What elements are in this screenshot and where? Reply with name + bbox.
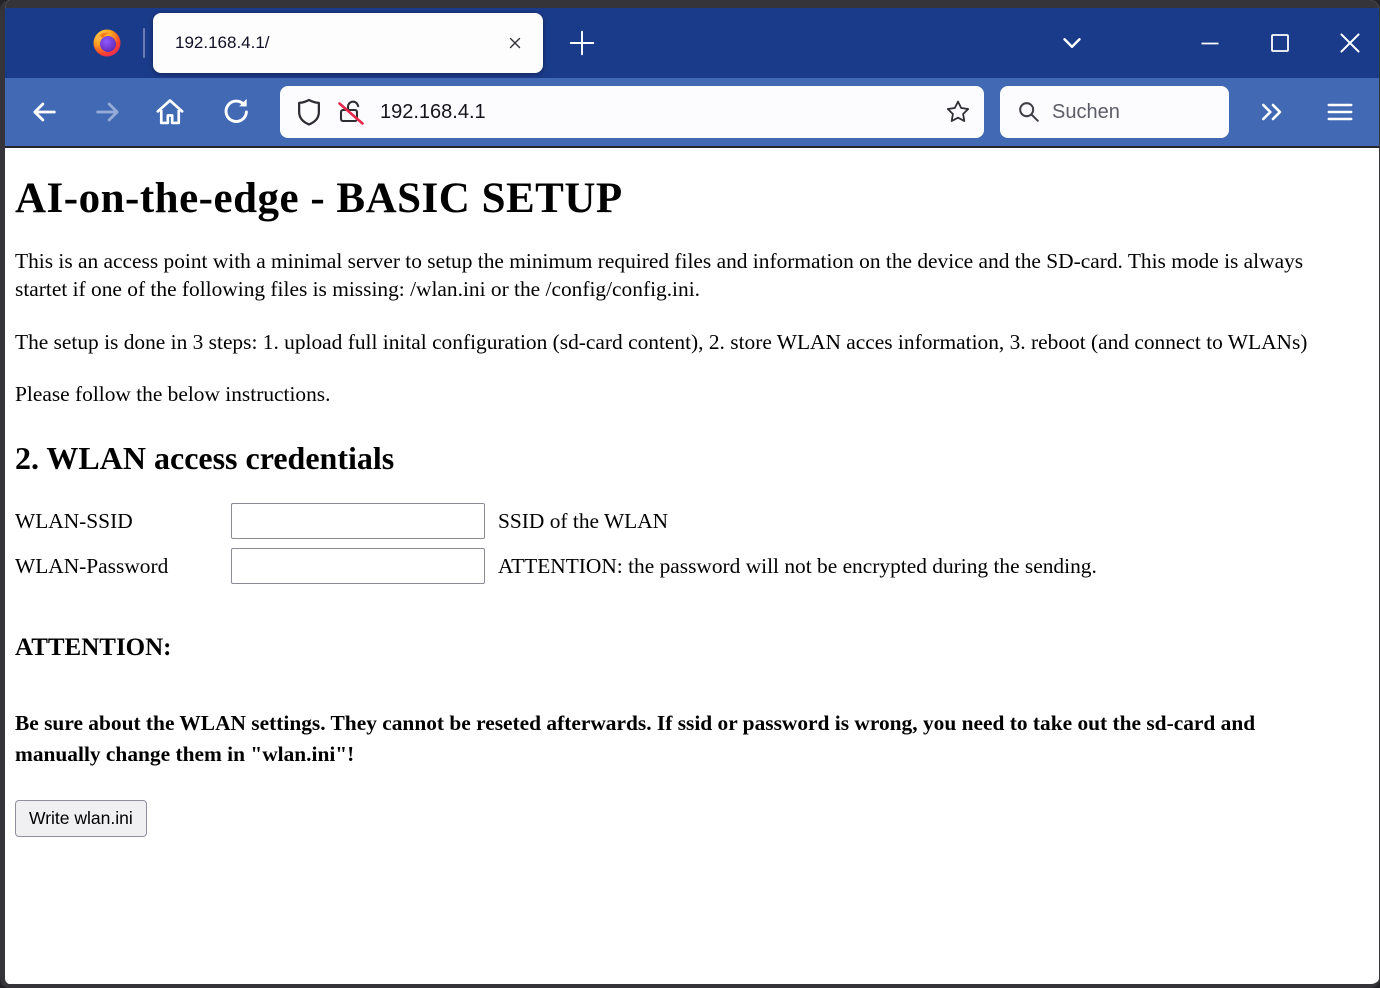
firefox-icon[interactable] — [90, 26, 124, 60]
attention-heading: ATTENTION: — [15, 634, 172, 661]
wlan-password-input[interactable] — [231, 548, 485, 584]
reload-button[interactable] — [217, 94, 253, 130]
tab-list-chevron-icon[interactable] — [1055, 26, 1089, 60]
navigation-toolbar — [5, 78, 1379, 148]
home-button[interactable] — [152, 94, 188, 130]
overflow-menu-icon[interactable] — [1255, 94, 1291, 130]
address-bar[interactable] — [280, 86, 984, 138]
minimize-button[interactable] — [1193, 26, 1227, 60]
warning-paragraph: Be sure about the WLAN settings. They cannot be reseted afterwards. If ssid or password is wrong, you need to take out the sd-card and manually change them in "wlan.ini"! — [15, 711, 1256, 767]
url-text[interactable]: 192.168.4.1 — [380, 100, 486, 123]
search-input[interactable] — [1000, 86, 1229, 138]
wlan-ssid-input[interactable] — [231, 503, 485, 539]
form-row-ssid — [15, 503, 1343, 539]
tab-separator — [143, 28, 145, 58]
wlan-ssid-description: SSID of the WLAN — [498, 508, 669, 533]
wlan-password-description: ATTENTION: the password will not be encrypted during the sending. — [498, 553, 1097, 578]
wlan-ssid-label: WLAN-SSID — [15, 508, 133, 533]
shield-icon[interactable] — [294, 97, 324, 127]
wlan-credentials-form — [15, 503, 1343, 584]
intro-paragraph: This is an access point with a minimal server to setup the minimum required files and information on the device and the SD-card. This mode is always startet if one of the following files is missing: /wlan.ini or the /config/config.ini. — [15, 249, 1304, 302]
page-title: AI-on-the-edge - BASIC SETUP — [15, 175, 623, 222]
window-top-edge — [5, 0, 1379, 8]
form-row-password — [15, 548, 1343, 584]
back-button[interactable] — [26, 94, 62, 130]
tab-title: 192.168.4.1/ — [175, 33, 270, 52]
follow-paragraph: Please follow the below instructions. — [15, 381, 331, 406]
browser-tab[interactable] — [153, 13, 543, 73]
wlan-password-label: WLAN-Password — [15, 553, 169, 578]
maximize-button[interactable] — [1263, 26, 1297, 60]
bookmark-star-icon[interactable] — [944, 98, 972, 126]
close-button[interactable] — [1333, 26, 1367, 60]
steps-paragraph: The setup is done in 3 steps: 1. upload full inital configuration (sd-card content), 2. store WLAN acces information, 3. reboot (and connect to WLANs) — [15, 329, 1308, 354]
insecure-lock-icon[interactable] — [336, 97, 366, 127]
new-tab-button[interactable] — [565, 26, 599, 60]
search-placeholder: Suchen — [1052, 100, 1120, 123]
search-icon — [1016, 99, 1042, 125]
page-content — [5, 148, 1379, 984]
forward-button[interactable] — [90, 94, 126, 130]
section-heading: 2. WLAN access credentials — [15, 440, 395, 476]
tab-close-icon[interactable] — [501, 29, 529, 57]
tab-bar — [5, 8, 1379, 78]
hamburger-menu-icon[interactable] — [1322, 94, 1358, 130]
write-wlan-ini-button[interactable]: Write wlan.ini — [15, 800, 147, 837]
